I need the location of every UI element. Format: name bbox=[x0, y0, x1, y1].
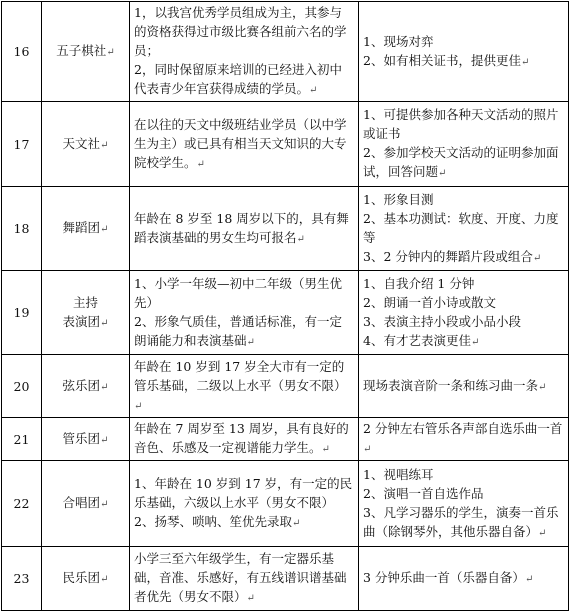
row-number: 17 bbox=[2, 102, 42, 187]
paragraph-mark: ↵ bbox=[321, 444, 330, 455]
row-number: 22 bbox=[2, 461, 42, 547]
row-number: 21 bbox=[2, 418, 42, 461]
club-name-line: 弦乐团↵ bbox=[62, 377, 109, 393]
assessment-line: 1、形象目测 bbox=[363, 191, 434, 207]
table-row bbox=[2, 418, 569, 461]
club-name-line: 舞蹈团↵ bbox=[62, 220, 109, 235]
table-row bbox=[2, 102, 569, 187]
paragraph-mark: ↵ bbox=[196, 158, 205, 170]
assessment-line: 1、视唱练耳 bbox=[363, 466, 434, 482]
club-name bbox=[42, 418, 130, 461]
assessment-cell bbox=[359, 187, 569, 271]
paragraph-mark: ↵ bbox=[532, 252, 542, 264]
paragraph-mark: ↵ bbox=[100, 434, 109, 446]
assessment-line: 1、可提供参加各种天文活动的照片或证书 bbox=[363, 107, 559, 141]
club-name-line: 表演团↵ bbox=[62, 313, 109, 329]
requirement-line: 1、小学一年级—初中二年级（男生优先） bbox=[134, 275, 342, 310]
table-row bbox=[2, 2, 569, 102]
assessment-line: 3、2 分钟内的舞蹈片段或组合↵ bbox=[363, 248, 542, 264]
paragraph-mark: ↵ bbox=[100, 139, 109, 151]
paragraph-mark: ↵ bbox=[438, 168, 447, 179]
requirement-line: 2、形象气质佳，普通话标准，有一定朗诵能力和表演基础↵ bbox=[134, 313, 342, 348]
club-name-line: 主持 bbox=[72, 294, 98, 310]
requirements-cell bbox=[130, 2, 359, 102]
requirements-cell bbox=[130, 102, 359, 187]
paragraph-mark: ↵ bbox=[524, 574, 534, 585]
club-name bbox=[42, 547, 130, 611]
table-row bbox=[2, 355, 569, 418]
club-name-line: 合唱团↵ bbox=[62, 495, 109, 510]
paragraph-mark: ↵ bbox=[134, 400, 143, 412]
paragraph-mark: ↵ bbox=[100, 317, 109, 329]
assessment-line: 1、自我介绍 1 分钟 bbox=[363, 275, 475, 291]
requirements-cell bbox=[130, 187, 359, 271]
club-name bbox=[42, 355, 130, 418]
club-name bbox=[42, 461, 130, 547]
table-body bbox=[2, 2, 569, 611]
requirements-cell bbox=[130, 418, 359, 461]
requirement-line: 1，以我宫优秀学员组成为主，其参与的资格获得过市级比赛各组前六名的学员； bbox=[134, 5, 347, 58]
table-row bbox=[2, 187, 569, 271]
row-number: 16 bbox=[2, 2, 42, 102]
paragraph-mark: ↵ bbox=[363, 444, 372, 455]
paragraph-mark: ↵ bbox=[520, 56, 530, 68]
requirements-cell bbox=[130, 547, 359, 611]
paragraph-mark: ↵ bbox=[106, 47, 115, 58]
club-name-line: 五子棋社↵ bbox=[56, 43, 115, 58]
requirement-line: 在以往的天文中级班结业学员（以中学生为主）或已具有相当天文知识的大专院校学生。↵ bbox=[134, 116, 347, 170]
paragraph-mark: ↵ bbox=[309, 85, 318, 96]
assessment-line: 2、演唱一首自选作品 bbox=[363, 485, 484, 501]
table-row bbox=[2, 461, 569, 547]
club-name-line: 天文社↵ bbox=[62, 135, 109, 151]
assessment-line: 现场表演音阶一条和练习曲一条↵ bbox=[363, 377, 547, 393]
paragraph-mark: ↵ bbox=[246, 593, 255, 604]
club-name-line: 民乐团↵ bbox=[62, 570, 109, 585]
assessment-cell bbox=[359, 355, 569, 418]
paragraph-mark: ↵ bbox=[296, 233, 305, 245]
assessment-line: 3、表演主持小段或小品小段 bbox=[363, 313, 521, 329]
assessment-cell bbox=[359, 418, 569, 461]
requirement-line: 2，同时保留原来培训的已经进入初中代表青少年宫获得成绩的学员。↵ bbox=[134, 62, 342, 96]
assessment-line: 2、如有相关证书，提供更佳↵ bbox=[363, 52, 530, 68]
assessment-cell bbox=[359, 461, 569, 547]
paragraph-mark: ↵ bbox=[100, 574, 109, 585]
paragraph-mark: ↵ bbox=[470, 336, 480, 348]
assessment-line: 3 分钟乐曲一首（乐器自备）↵ bbox=[363, 570, 534, 585]
assessment-line: 2 分钟左右管乐各声部自选乐曲一首↵ bbox=[363, 421, 563, 455]
assessment-line: 4、有才艺表演更佳↵ bbox=[363, 332, 480, 348]
row-number: 19 bbox=[2, 271, 42, 355]
assessment-cell bbox=[359, 547, 569, 611]
requirements-cell bbox=[130, 355, 359, 418]
row-number: 20 bbox=[2, 355, 42, 418]
requirement-line: 年龄在 10 岁到 17 岁全大市有一定的管乐基础，二级以上水平（男女不限）↵ bbox=[134, 358, 347, 412]
club-name bbox=[42, 187, 130, 271]
assessment-cell bbox=[359, 2, 569, 102]
paragraph-mark: ↵ bbox=[538, 381, 547, 393]
paragraph-mark: ↵ bbox=[538, 527, 547, 539]
assessment-line: 2、参加学校天文活动的证明参加面试，回答问题↵ bbox=[363, 145, 559, 179]
row-number: 23 bbox=[2, 547, 42, 611]
admission-table bbox=[1, 1, 569, 611]
requirement-line: 年龄在 7 周岁至 13 周岁，具有良好的音色、乐感及一定视谱能力学生。↵ bbox=[134, 421, 349, 455]
assessment-line: 3、凡学习器乐的学生，演奏一首乐曲（除钢琴外，其他乐器自备）↵ bbox=[363, 504, 559, 539]
club-name bbox=[42, 2, 130, 102]
paragraph-mark: ↵ bbox=[100, 381, 109, 393]
requirement-line: 2、扬琴、唢呐、笙优先录取↵ bbox=[134, 514, 301, 529]
row-number: 18 bbox=[2, 187, 42, 271]
assessment-cell bbox=[359, 271, 569, 355]
requirements-cell bbox=[130, 271, 359, 355]
paragraph-mark: ↵ bbox=[246, 336, 255, 348]
requirement-line: 小学三至六年级学生，有一定器乐基础，音准、乐感好，有五线谱识谱基础者优先（男女不限）↵ bbox=[134, 551, 347, 604]
assessment-line: 2、基本功测试：软度、开度、力度等 bbox=[363, 210, 559, 245]
paragraph-mark: ↵ bbox=[100, 499, 109, 510]
requirement-line: 年龄在 8 岁至 18 周岁以下的，具有舞蹈表演基础的男女生均可报名↵ bbox=[134, 210, 349, 245]
club-name bbox=[42, 271, 130, 355]
assessment-cell bbox=[359, 102, 569, 187]
table-row bbox=[2, 271, 569, 355]
assessment-line: 2、朗诵一首小诗或散文 bbox=[363, 294, 496, 310]
requirement-line: 1、年龄在 10 岁到 17 岁，有一定的民乐基础，六级以上水平（男女不限） bbox=[134, 476, 353, 510]
paragraph-mark: ↵ bbox=[100, 224, 109, 235]
club-name bbox=[42, 102, 130, 187]
requirements-cell bbox=[130, 461, 359, 547]
paragraph-mark: ↵ bbox=[291, 518, 301, 529]
assessment-line: 1、现场对弈 bbox=[363, 33, 434, 49]
table-row bbox=[2, 547, 569, 611]
club-name-line: 管乐团↵ bbox=[62, 430, 109, 446]
